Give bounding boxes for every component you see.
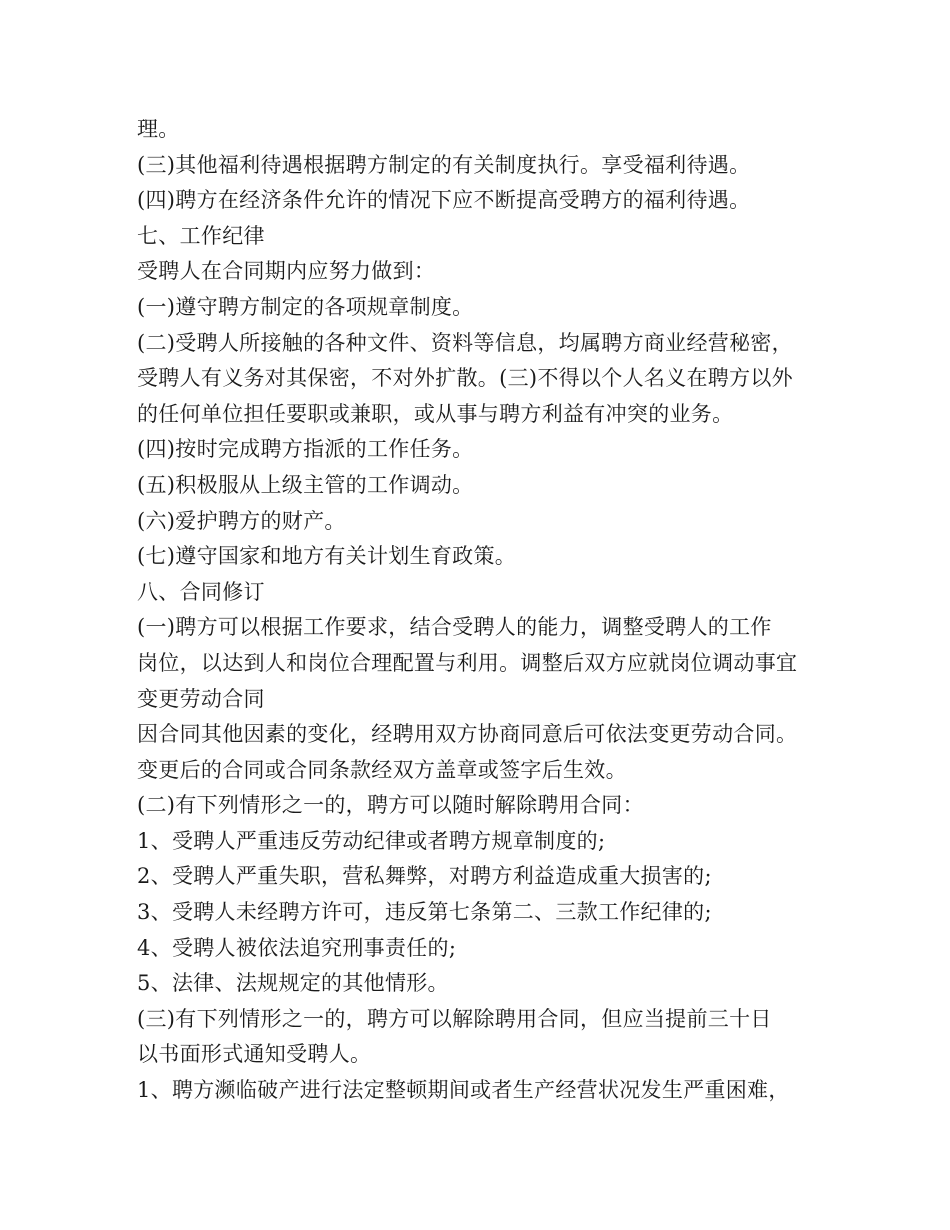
text-line: 3、受聘人未经聘方许可，违反第七条第二、三款工作纪律的; (137, 900, 712, 925)
text-line: (一)遵守聘方制定的各项规章制度。 (137, 294, 474, 319)
text-line: 岗位，以达到人和岗位合理配置与利用。调整后双方应就岗位调动事宜 (137, 650, 798, 675)
text-line: (五)积极服从上级主管的工作调动。 (137, 472, 474, 497)
section-heading: 七、工作纪律 (137, 223, 265, 248)
text-line: 2、受聘人严重失职，营私舞弊，对聘方利益造成重大损害的; (137, 864, 712, 889)
text-line: 因合同其他因素的变化，经聘用双方协商同意后可依法变更劳动合同。 (137, 722, 798, 747)
text-line: 1、受聘人严重违反劳动纪律或者聘方规章制度的; (137, 828, 606, 853)
text-line: (二)有下列情形之一的，聘方可以随时解除聘用合同： (137, 793, 644, 818)
text-line: 1、聘方濒临破产进行法定整顿期间或者生产经营状况发生严重困难， (137, 1078, 790, 1103)
text-line: (六)爱护聘方的财产。 (137, 508, 346, 533)
text-line: 的任何单位担任要职或兼职，或从事与聘方利益有冲突的业务。 (137, 401, 734, 426)
text-line: (四)聘方在经济条件允许的情况下应不断提高受聘方的福利待遇。 (137, 188, 751, 213)
text-line: 变更劳动合同 (137, 686, 265, 711)
text-line: (三)有下列情形之一的，聘方可以解除聘用合同，但应当提前三十日 (137, 1006, 772, 1031)
document-body (137, 112, 837, 1109)
text-line: 4、受聘人被依法追究刑事责任的; (137, 935, 457, 960)
text-line: (二)受聘人所接触的各种文件、资料等信息，均属聘方商业经营秘密， (137, 330, 793, 355)
text-line: 5、法律、法规规定的其他情形。 (137, 971, 449, 996)
text-line: (一)聘方可以根据工作要求，结合受聘人的能力，调整受聘人的工作 (137, 615, 772, 640)
text-line: 受聘人在合同期内应努力做到： (137, 259, 436, 284)
text-line: 变更后的合同或合同条款经双方盖章或签字后生效。 (137, 757, 627, 782)
text-line: (七)遵守国家和地方有关计划生育政策。 (137, 544, 517, 569)
text-line: (四)按时完成聘方指派的工作任务。 (137, 437, 474, 462)
text-line: (三)其他福利待遇根据聘方制定的有关制度执行。享受福利待遇。 (137, 152, 751, 177)
section-heading: 八、合同修订 (137, 579, 265, 604)
text-line: 受聘人有义务对其保密，不对外扩散。(三)不得以个人名义在聘方以外 (137, 366, 793, 391)
text-line: 以书面形式通知受聘人。 (137, 1042, 372, 1067)
text-line: 理。 (137, 117, 180, 141)
